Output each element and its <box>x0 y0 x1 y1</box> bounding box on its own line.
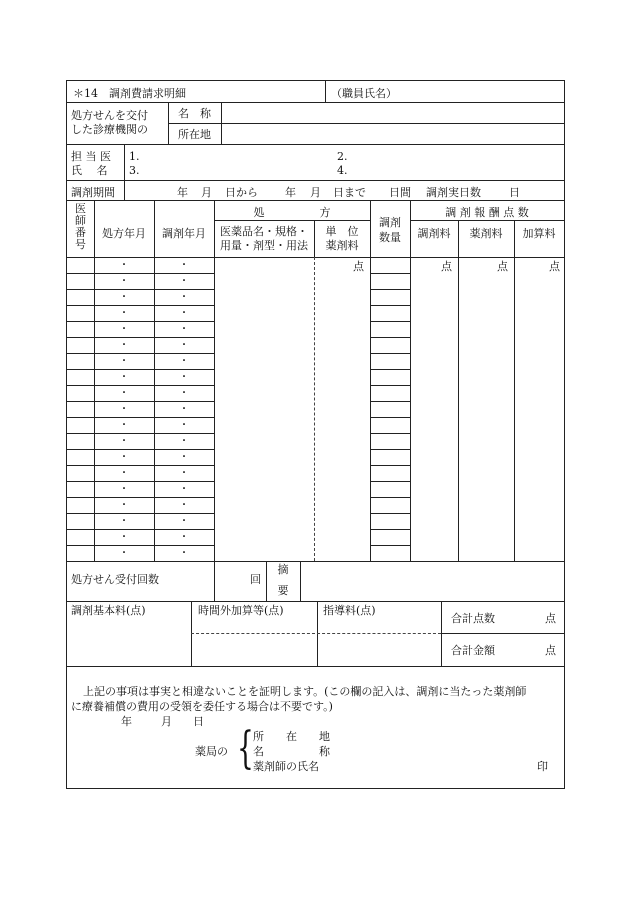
pharmacy-address: 所 在 地 <box>253 730 330 743</box>
row-line <box>67 401 94 402</box>
date-separator-dot: ・ <box>119 340 129 351</box>
row-line <box>370 433 410 434</box>
row-line <box>94 289 154 290</box>
date-separator-dot: ・ <box>179 404 189 415</box>
pharmacy-label: 薬局の <box>195 745 228 758</box>
date-separator-dot: ・ <box>119 500 129 511</box>
row-line <box>67 417 94 418</box>
row-line <box>370 305 410 306</box>
cert-year: 年 <box>121 715 132 728</box>
pharmacy-name: 名 称 <box>253 745 330 758</box>
unit-header-1: 単 位 <box>325 225 359 238</box>
row-line <box>154 289 214 290</box>
overtime-fee-label: 時間外加算等(点) <box>198 604 284 617</box>
row-line <box>154 465 214 466</box>
date-separator-dot: ・ <box>119 388 129 399</box>
total-points-unit: 点 <box>545 612 556 625</box>
row-line <box>94 545 154 546</box>
period-month: 月 <box>201 186 212 199</box>
date-separator-dot: ・ <box>119 356 129 367</box>
row-line <box>94 337 154 338</box>
date-separator-dot: ・ <box>179 468 189 479</box>
drug-fee-header: 薬剤料 <box>469 227 503 240</box>
row-line <box>370 465 410 466</box>
divider <box>168 123 564 124</box>
qty-header-2: 数量 <box>379 231 401 244</box>
row-line <box>67 545 94 546</box>
column-line <box>410 200 411 561</box>
total-amount-label: 合計金額 <box>451 644 495 657</box>
row-line <box>370 273 410 274</box>
divider <box>67 200 564 201</box>
row-line <box>154 369 214 370</box>
summary-label-2: 要 <box>277 584 289 597</box>
date-separator-dot: ・ <box>179 324 189 335</box>
row-line <box>94 529 154 530</box>
row-line <box>370 321 410 322</box>
row-line <box>94 513 154 514</box>
row-line <box>94 481 154 482</box>
row-line <box>154 385 214 386</box>
drug-header-1: 医薬品名・規格・ <box>220 225 308 238</box>
clinic-name-label: 名 称 <box>178 107 211 120</box>
dispense-date-header: 調剤年月 <box>162 227 206 240</box>
date-separator-dot: ・ <box>179 516 189 527</box>
row-line <box>370 545 410 546</box>
row-line <box>94 305 154 306</box>
brace-icon: { <box>237 723 254 774</box>
row-line <box>154 449 214 450</box>
doctor-label-1: 担 当 医 <box>71 150 111 163</box>
qty-header-1: 調剤 <box>379 216 401 229</box>
row-line <box>370 337 410 338</box>
guidance-fee-label: 指導料(点) <box>323 604 376 617</box>
date-separator-dot: ・ <box>119 420 129 431</box>
row-line <box>370 353 410 354</box>
row-line <box>94 497 154 498</box>
row-line <box>94 417 154 418</box>
column-line <box>154 200 155 561</box>
date-separator-dot: ・ <box>119 276 129 287</box>
row-line <box>154 417 214 418</box>
period-from: 日から <box>225 186 258 199</box>
date-separator-dot: ・ <box>119 516 129 527</box>
row-line <box>67 273 94 274</box>
row-line <box>94 401 154 402</box>
divider <box>67 144 564 145</box>
column-line <box>514 220 515 561</box>
addition-fee-header: 加算料 <box>522 227 556 240</box>
row-line <box>154 497 214 498</box>
clinic-address-label: 所在地 <box>178 128 211 141</box>
period-label: 調剤期間 <box>71 186 115 199</box>
actual-days-label: 調剤実日数 <box>426 186 481 199</box>
divider <box>214 220 370 221</box>
reward-header: 調 剤 報 酬 点 数 <box>445 206 529 219</box>
period-month-2: 月 <box>310 186 321 199</box>
staff-name-label: （職員氏名） <box>331 87 397 100</box>
row-line <box>154 513 214 514</box>
row-line <box>94 273 154 274</box>
clinic-label-2: した診療機関の <box>71 123 148 136</box>
row-line <box>67 305 94 306</box>
doctor-3[interactable]: 3. <box>129 164 140 177</box>
row-line <box>67 465 94 466</box>
row-line <box>67 449 94 450</box>
basic-fee-label: 調剤基本料(点) <box>71 604 146 617</box>
row-line <box>370 369 410 370</box>
row-line <box>154 353 214 354</box>
date-separator-dot: ・ <box>179 340 189 351</box>
date-separator-dot: ・ <box>119 260 129 271</box>
period-year-2: 年 <box>285 186 296 199</box>
row-line <box>154 273 214 274</box>
column-line <box>214 200 215 561</box>
divider <box>441 633 564 634</box>
row-line <box>370 497 410 498</box>
date-separator-dot: ・ <box>119 452 129 463</box>
row-line <box>370 449 410 450</box>
date-separator-dot: ・ <box>119 548 129 559</box>
row-line <box>67 433 94 434</box>
summary-field[interactable] <box>303 564 561 598</box>
doctor-1[interactable]: 1. <box>129 150 140 163</box>
divider <box>67 102 564 103</box>
divider <box>67 257 564 258</box>
row-line <box>154 529 214 530</box>
row-line <box>370 513 410 514</box>
row-line <box>370 289 410 290</box>
date-separator-dot: ・ <box>179 420 189 431</box>
form-title: ＊14 調剤費請求明細 <box>73 87 186 100</box>
row-line <box>67 481 94 482</box>
cert-month: 月 <box>161 715 172 728</box>
date-separator-dot: ・ <box>179 388 189 399</box>
date-separator-dot: ・ <box>179 276 189 287</box>
clinic-label-1: 処方せんを交付 <box>71 109 148 122</box>
date-separator-dot: ・ <box>119 484 129 495</box>
cert-line-2: に療養補償の費用の受領を委任する場合は不要です。) <box>71 700 333 713</box>
total-amount-unit: 点 <box>545 644 556 657</box>
row-line <box>67 529 94 530</box>
column-line <box>370 200 371 561</box>
doctor-4[interactable]: 4. <box>337 164 348 177</box>
claim-form <box>66 80 565 789</box>
clinic-name-field[interactable] <box>223 104 561 121</box>
date-separator-dot: ・ <box>119 436 129 447</box>
row-line <box>154 481 214 482</box>
cert-line-1: 上記の事項は事実と相違ないことを証明します。(この欄の記入は、調剤に当たった薬剤師 <box>83 685 527 698</box>
period-year: 年 <box>177 186 188 199</box>
period-to: 日まで <box>333 186 366 199</box>
column-line-dashed <box>314 257 315 561</box>
date-separator-dot: ・ <box>119 532 129 543</box>
column-line <box>94 200 95 561</box>
date-separator-dot: ・ <box>119 372 129 383</box>
date-separator-dot: ・ <box>179 356 189 367</box>
divider <box>300 561 301 601</box>
row-line <box>370 385 410 386</box>
row-line <box>154 305 214 306</box>
divider <box>325 81 326 102</box>
date-separator-dot: ・ <box>179 532 189 543</box>
column-line <box>314 220 315 257</box>
row-line <box>94 321 154 322</box>
divider <box>67 601 564 602</box>
row-line <box>154 433 214 434</box>
divider-dashed <box>191 633 441 634</box>
row-line <box>94 465 154 466</box>
row-line <box>67 369 94 370</box>
row-line <box>94 369 154 370</box>
date-separator-dot: ・ <box>119 324 129 335</box>
row-line <box>154 401 214 402</box>
actual-days-unit: 日 <box>509 186 520 199</box>
date-separator-dot: ・ <box>119 468 129 479</box>
receipt-label: 処方せん受付回数 <box>71 573 159 586</box>
unit-header-2: 薬剤料 <box>325 239 359 252</box>
drug-header-2: 用量・剤型・用法 <box>220 239 308 252</box>
date-separator-dot: ・ <box>119 308 129 319</box>
dispense-fee-point: 点 <box>441 260 452 273</box>
row-line <box>67 289 94 290</box>
column-line <box>458 220 459 561</box>
row-line <box>94 433 154 434</box>
row-line <box>94 449 154 450</box>
total-points-label: 合計点数 <box>451 612 495 625</box>
summary-label-1: 摘 <box>277 563 289 576</box>
divider <box>67 561 564 562</box>
clinic-address-field[interactable] <box>223 125 561 142</box>
date-separator-dot: ・ <box>179 260 189 271</box>
doctor-no-header: 医 師 番 号 <box>75 202 86 251</box>
date-separator-dot: ・ <box>179 452 189 463</box>
row-line <box>94 385 154 386</box>
row-line <box>154 321 214 322</box>
divider <box>410 220 564 221</box>
seal-mark: 印 <box>537 760 548 773</box>
divider <box>214 561 215 601</box>
row-line <box>370 481 410 482</box>
prescription-header: 処 方 <box>253 206 331 219</box>
row-line <box>67 497 94 498</box>
doctor-2[interactable]: 2. <box>337 150 348 163</box>
row-line <box>67 353 94 354</box>
row-line <box>67 321 94 322</box>
pharmacist-name: 薬剤師の氏名 <box>253 760 319 773</box>
period-days: 日間 <box>389 186 411 199</box>
date-separator-dot: ・ <box>179 372 189 383</box>
row-line <box>370 401 410 402</box>
row-line <box>67 337 94 338</box>
rx-date-header: 処方年月 <box>102 227 146 240</box>
divider <box>67 666 564 667</box>
date-separator-dot: ・ <box>179 500 189 511</box>
drug-fee-point: 点 <box>497 260 508 273</box>
divider <box>67 180 564 181</box>
row-line <box>370 529 410 530</box>
divider <box>124 144 125 180</box>
date-separator-dot: ・ <box>179 292 189 303</box>
cert-day: 日 <box>193 715 204 728</box>
date-separator-dot: ・ <box>179 308 189 319</box>
addition-fee-point: 点 <box>549 260 560 273</box>
row-line <box>370 417 410 418</box>
row-line <box>67 385 94 386</box>
date-separator-dot: ・ <box>179 548 189 559</box>
row-line <box>154 545 214 546</box>
date-separator-dot: ・ <box>179 484 189 495</box>
row-line <box>67 513 94 514</box>
date-separator-dot: ・ <box>119 404 129 415</box>
date-separator-dot: ・ <box>119 292 129 303</box>
date-separator-dot: ・ <box>179 436 189 447</box>
receipt-times: 回 <box>250 573 261 586</box>
unit-point: 点 <box>353 260 364 273</box>
dispense-fee-header: 調剤料 <box>417 227 451 240</box>
divider <box>124 180 125 200</box>
row-line <box>154 337 214 338</box>
row-line <box>94 353 154 354</box>
doctor-label-2: 氏 名 <box>71 164 108 177</box>
